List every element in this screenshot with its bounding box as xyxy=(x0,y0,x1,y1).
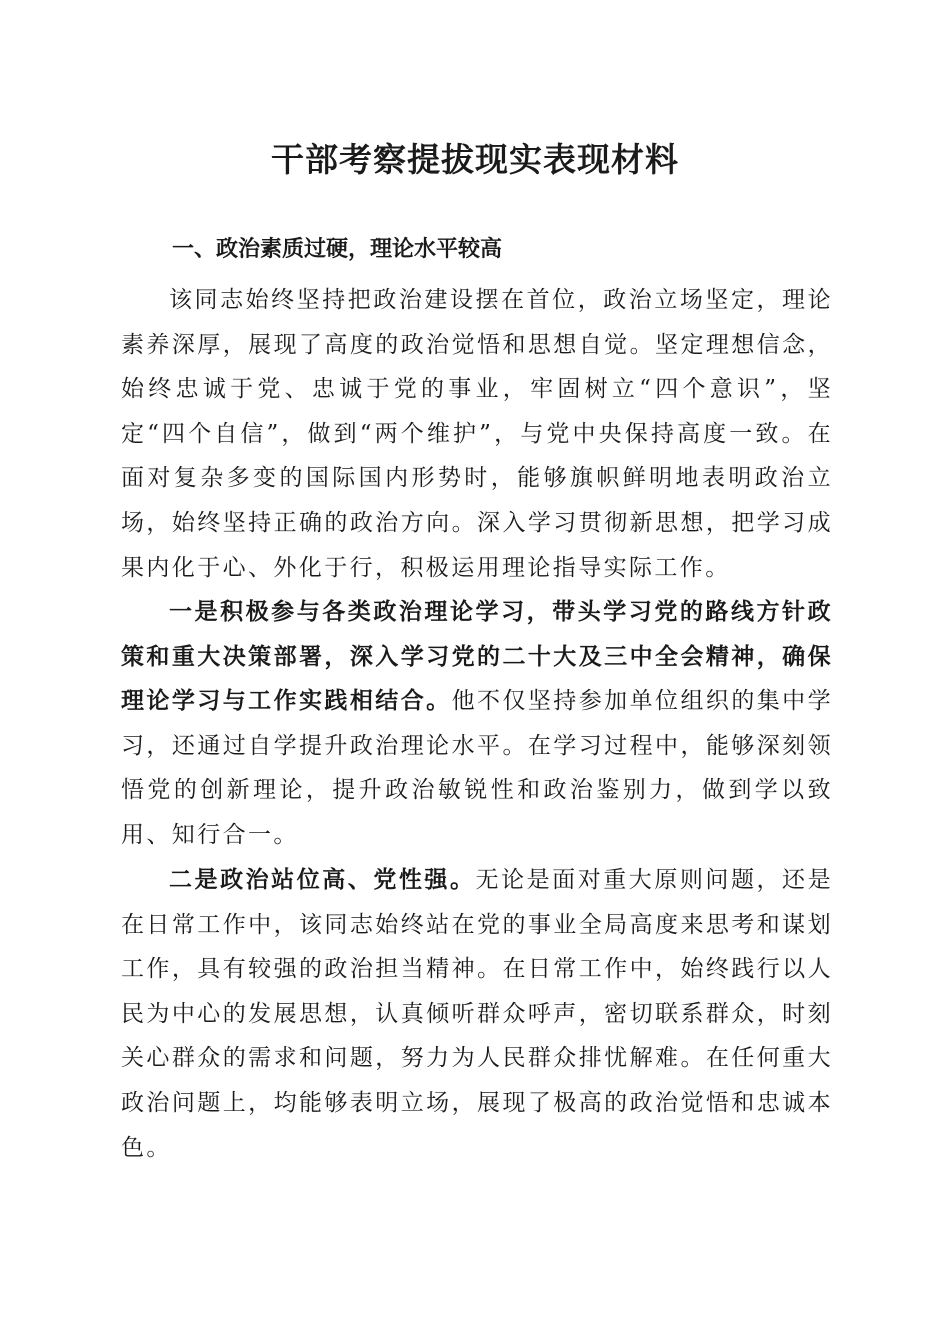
paragraph-theory-study xyxy=(121,590,833,858)
paragraph-body-text: 他不仅坚持参加单位组织的集中学习，还通过自学提升政治理论水平。在学习过程中，能够深刻领悟党的创新理论，提升政治敏锐性和政治鉴别力，做到学以致用、知行合一。 xyxy=(121,688,834,848)
paragraph-political-stance xyxy=(121,858,833,1170)
paragraph-lead-text: 二是政治站位高、党性强。 xyxy=(169,866,476,893)
paragraph-lead-text: 一是积极参与各类政治理论学习，带头学习党的路线方针政策和重大决策部署，深入学习党的二十大及三中全会精神，确保理论学习与工作实践相结合。 xyxy=(121,598,833,715)
paragraph-body-text: 无论是面对重大原则问题，还是在日常工作中，该同志始终站在党的事业全局高度来思考和谋划工作，具有较强的政治担当精神。在日常工作中，始终践行以人民为中心的发展思想，认真倾听群众呼声，密切联系群众，时刻关心群众的需求和问题，努力为人民群众排忧解难。在任何重大政治问题上，均能够表明立场，展现了极高的政治觉悟和忠诚本色。 xyxy=(121,867,833,1161)
section-heading: 一、政治素质过硬，理论水平较高 xyxy=(172,237,503,262)
paragraph-political-quality: 该同志始终坚持把政治建设摆在首位，政治立场坚定，理论素养深厚，展现了高度的政治觉悟和思想自觉。坚定理想信念，始终忠诚于党、忠诚于党的事业，牢固树立“四个意识”，坚定“四个自信”，做到“两个维护”，与党中央保持高度一致。在面对复杂多变的国际国内形势时，能够旗帜鲜明地表明政治立场，始终坚持正确的政治方向。深入学习贯彻新思想，把学习成果内化于心、外化于行，积极运用理论指导实际工作。 xyxy=(121,287,833,581)
document-title: 干部考察提拔现实表现材料 xyxy=(271,140,679,179)
